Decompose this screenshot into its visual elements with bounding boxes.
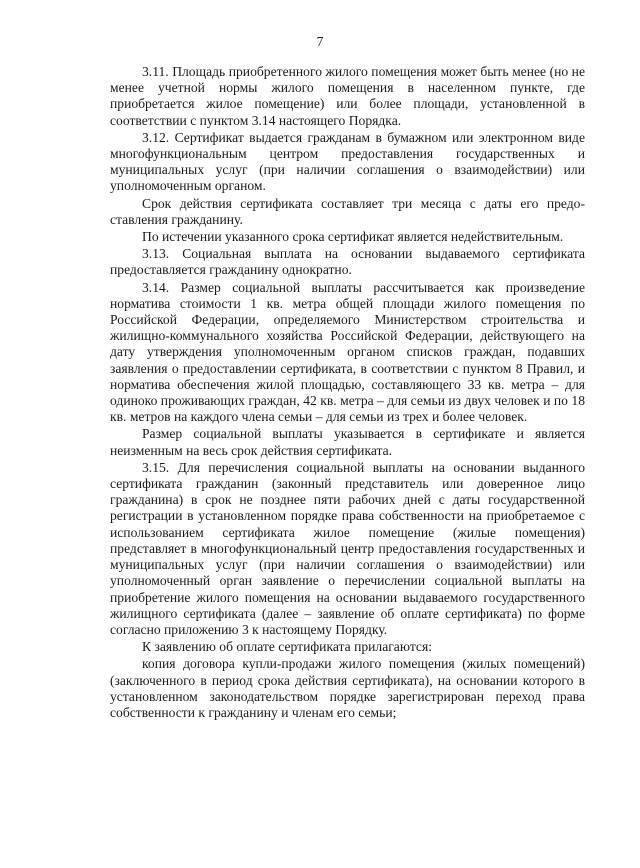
paragraph-3-13: 3.13. Социальная выплата на основании выдаваемого сертификата предоставляется гражданину однократно.: [110, 246, 585, 278]
page-number: 7: [316, 34, 324, 49]
paragraph-contract-copy: копия договора купли-продажи жилого помещения (жилых помещений) (заключенного в период срока действия сертификата), на основании которого в установленном законодательством порядке зарегистрирован переход права собственности к гражданину и членам его семьи;: [110, 656, 585, 720]
paragraph-3-15: 3.15. Для перечисления социальной выплаты на основании выданного сертификата гражданин (законный представитель или доверенное лицо гражданина) в срок не позднее пяти рабочих дней с даты государственной регистрации в установленном порядке права собственности на приобретаемое с использованием сертификата жилое помещение (жилые помещения) представляет в многофункциональный центр предоставления государственных и муниципальных услуг (при наличии соглашения о взаимодействии) или уполномоченный орган заявление о перечислении социальной выплаты на приобретение жилого помещения на основании выдаваемого государственного жилищного сертификата (далее – заявление об оплате сертификата) по форме согласно приложению 3 к настоящему Порядку.: [110, 459, 585, 637]
paragraph-3-11: 3.11. Площадь приобретенного жилого помещения может быть менее (но не менее учетной нормы жилого помещения в населенном пункте, где приобретается жилое помещение) или более площади, установленной в соответствии с пунктом 3.14 настоящего Порядка.: [110, 64, 585, 128]
paragraph-payment-amount: Размер социальной выплаты указывается в сертификате и является неизменным на весь срок действия сертификата.: [110, 426, 585, 458]
paragraph-3-12: 3.12. Сертификат выдается гражданам в бумажном или электронном виде многофункциональным центром предоставления государственных и муниципальных услуг (при наличии соглашения о взаимодействии) или уполномоченным органом.: [110, 129, 585, 194]
paragraph-attachments-intro: К заявлению об оплате сертификата прилагаются:: [142, 639, 432, 655]
paragraph-certificate-term: Срок действия сертификата составляет три месяца с даты его предоставления гражданину.: [110, 195, 585, 227]
document-body: [110, 64, 585, 722]
paragraph-3-14: 3.14. Размер социальной выплаты рассчитывается как произведение норматива стоимости 1 кв. метра общей площади жилого помещения по Российской Федерации, определяемого Министерством строительства и жилищно-коммунального хозяйства Российской Федерации, действующего на дату утверждения уполномоченным органом списков граждан, подавших заявления о предоставлении сертификата, в соответствии с пунктом 8 Правил, и норматива обеспечения жилой площадью, составляющего 33 кв. метра – для одиноко проживающих граждан, 42 кв. метра – для семьи из двух человек и по 18 кв. метров на каждого члена семьи – для семьи из трех и более человек.: [110, 279, 585, 425]
paragraph-certificate-expiry: По истечении указанного срока сертификат является недействительным.: [142, 229, 564, 245]
